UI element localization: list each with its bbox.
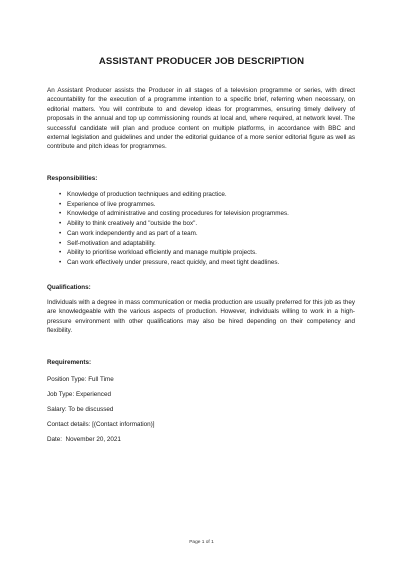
page-number: Page 1 of 1 (189, 540, 214, 545)
list-item: • Can work independently and as part of a team. (59, 229, 198, 237)
bullet-icon: • (59, 239, 62, 247)
date: Date: November 20, 2021 (47, 436, 121, 443)
job-type: Job Type: Experienced (47, 391, 111, 398)
bullet-icon: • (59, 191, 62, 198)
requirements-heading: Requirements: (47, 359, 92, 366)
responsibilities-heading: Responsibilities: (47, 175, 98, 182)
list-item: • Can work effectively under pressure, react quickly, and meet tight deadlines. (59, 258, 280, 266)
bullet-icon: • (59, 229, 62, 237)
document-title: ASSISTANT PRODUCER JOB DESCRIPTION (98, 56, 305, 67)
list-item: • Ability to prioritise workload efficiently and manage multiple projects. (59, 249, 257, 257)
responsibilities-list (47, 190, 357, 268)
list-item: • Knowledge of administrative and costing procedures for television programmes. (59, 210, 289, 218)
bullet-icon: • (59, 210, 62, 218)
position-type: Position Type: Full Time (47, 376, 114, 383)
bullet-icon: • (59, 200, 62, 208)
bullet-icon: • (59, 258, 62, 266)
contact-details: Contact details: [(Contact information)] (47, 421, 155, 428)
intro-paragraph: An Assistant Producer assists the Producer in all stages of a television programme or series, with direct accountability for the execution of a programme intention to a specific brief, referring when necessary, on editorial matters. You will contribute to and develop ideas for programmes, ensuring timely delivery of proposals in the annual and top up commissioning rounds at local and, where required, at network level. The successful candidate will plan and produce content on multiple platforms, in accordance with BBC and external legislation and guidelines and under the editorial guidance of a more senior editorial figure as well as contribute and pitch ideas for programmes. (47, 87, 355, 151)
list-item: • Knowledge of production techniques and editing practice. (59, 191, 227, 198)
list-item: • Self-motivation and adaptability. (59, 239, 156, 247)
qualifications-heading: Qualifications: (47, 284, 91, 291)
bullet-icon: • (59, 220, 62, 228)
list-item: • Experience of live programmes. (59, 200, 156, 208)
bullet-icon: • (59, 249, 62, 257)
qualifications-paragraph: Individuals with a degree in mass communication or media production are usually preferred for this job as they are knowledgeable with the various aspects of production. However, individuals willing to work in a high-pressure environment with other qualifications may also be hired depending on their competency and flexibility. (47, 299, 355, 335)
salary: Salary: To be discussed (47, 406, 114, 413)
list-item: • Ability to think creatively and "outside the box". (59, 220, 198, 228)
